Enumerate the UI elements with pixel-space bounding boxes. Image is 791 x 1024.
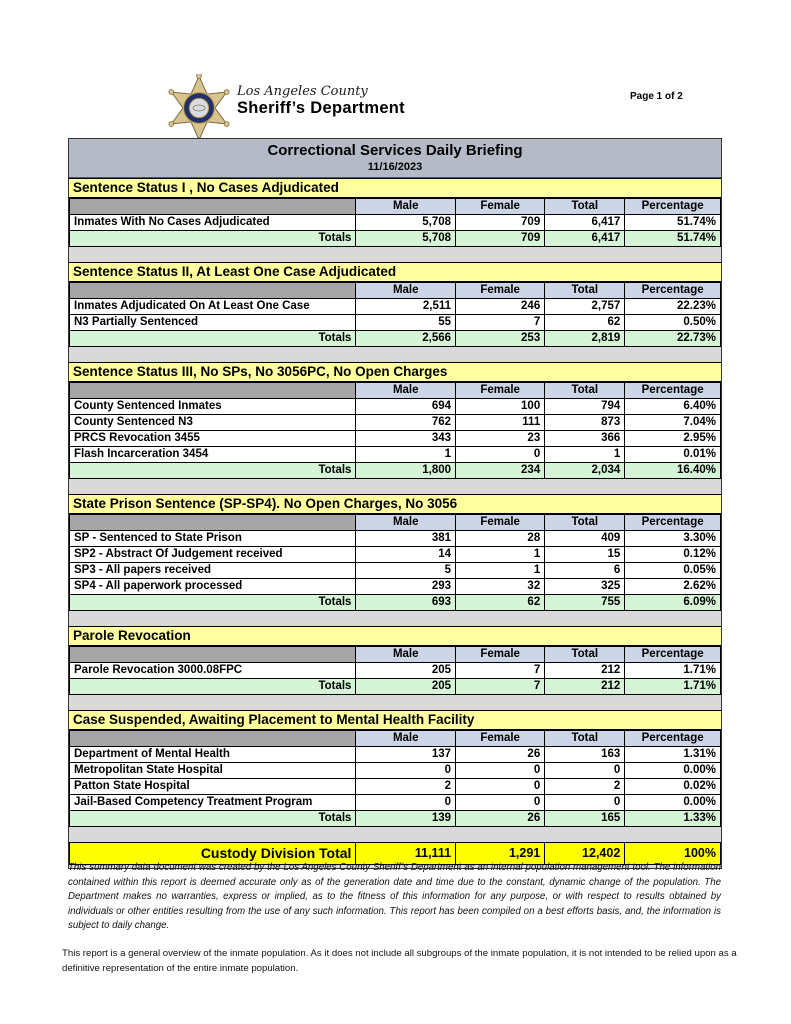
totals-value: 165 <box>545 811 625 827</box>
row-value: 137 <box>356 747 456 763</box>
grand-total-male: 11,111 <box>356 843 456 865</box>
table-row <box>70 531 721 547</box>
table-row <box>70 779 721 795</box>
totals-value: 6.09% <box>625 595 721 611</box>
totals-row <box>70 231 721 247</box>
row-value: 0.50% <box>625 315 721 331</box>
column-header-percentage: Percentage <box>625 383 721 399</box>
totals-row <box>70 811 721 827</box>
totals-value: 693 <box>356 595 456 611</box>
report-title-bar <box>69 139 721 178</box>
column-header-male: Male <box>356 383 456 399</box>
column-header-female: Female <box>456 731 545 747</box>
row-value: 2.95% <box>625 431 721 447</box>
totals-value: 51.74% <box>625 231 721 247</box>
totals-value: 709 <box>456 231 545 247</box>
row-label: SP4 - All paperwork processed <box>70 579 356 595</box>
section-title: Parole Revocation <box>69 626 721 646</box>
column-header-female: Female <box>456 647 545 663</box>
section-title: State Prison Sentence (SP-SP4). No Open Charges, No 3056 <box>69 494 721 514</box>
column-header-total: Total <box>545 731 625 747</box>
column-header-row <box>70 283 721 299</box>
column-header-female: Female <box>456 383 545 399</box>
row-label: N3 Partially Sentenced <box>70 315 356 331</box>
table-row <box>70 763 721 779</box>
row-value: 163 <box>545 747 625 763</box>
totals-value: 205 <box>356 679 456 695</box>
row-value: 0 <box>545 763 625 779</box>
row-label: Flash Incarceration 3454 <box>70 447 356 463</box>
totals-value: 2,819 <box>545 331 625 347</box>
row-value: 2,757 <box>545 299 625 315</box>
column-header-percentage: Percentage <box>625 199 721 215</box>
row-value: 6 <box>545 563 625 579</box>
report-title: Correctional Services Daily Briefing <box>267 142 523 159</box>
row-value: 5,708 <box>356 215 456 231</box>
row-value: 0.00% <box>625 795 721 811</box>
column-header-row <box>70 199 721 215</box>
totals-value: 253 <box>456 331 545 347</box>
row-value: 14 <box>356 547 456 563</box>
row-value: 111 <box>456 415 545 431</box>
row-value: 343 <box>356 431 456 447</box>
row-value: 0 <box>545 795 625 811</box>
column-header-total: Total <box>545 647 625 663</box>
row-value: 100 <box>456 399 545 415</box>
row-value: 2,511 <box>356 299 456 315</box>
totals-row <box>70 463 721 479</box>
totals-label: Totals <box>70 679 356 695</box>
row-label: Department of Mental Health <box>70 747 356 763</box>
table-row <box>70 563 721 579</box>
daily-briefing-report <box>68 138 722 869</box>
totals-value: 2,566 <box>356 331 456 347</box>
totals-value: 139 <box>356 811 456 827</box>
totals-value: 1,800 <box>356 463 456 479</box>
row-value: 205 <box>356 663 456 679</box>
row-value: 22.23% <box>625 299 721 315</box>
table-row <box>70 579 721 595</box>
row-label: SP2 - Abstract Of Judgement received <box>70 547 356 563</box>
grand-total-total: 12,402 <box>545 843 625 865</box>
section-table <box>69 382 721 479</box>
row-value: 409 <box>545 531 625 547</box>
row-value: 1 <box>545 447 625 463</box>
row-value: 1.31% <box>625 747 721 763</box>
row-label: Patton State Hospital <box>70 779 356 795</box>
column-header-female: Female <box>456 515 545 531</box>
totals-label: Totals <box>70 595 356 611</box>
section-sentence-status-2 <box>69 262 721 347</box>
row-value: 212 <box>545 663 625 679</box>
header-spacer-cell <box>70 515 356 531</box>
row-value: 15 <box>545 547 625 563</box>
row-value: 381 <box>356 531 456 547</box>
totals-value: 1.33% <box>625 811 721 827</box>
row-value: 55 <box>356 315 456 331</box>
totals-label: Totals <box>70 331 356 347</box>
agency-county-label: Los Angeles County <box>237 84 368 99</box>
row-value: 293 <box>356 579 456 595</box>
column-header-row <box>70 383 721 399</box>
header-spacer-cell <box>70 199 356 215</box>
header-spacer-cell <box>70 383 356 399</box>
section-sentence-status-3 <box>69 362 721 479</box>
row-label: County Sentenced N3 <box>70 415 356 431</box>
agency-name-block <box>237 84 405 118</box>
row-value: 7.04% <box>625 415 721 431</box>
row-label: County Sentenced Inmates <box>70 399 356 415</box>
table-row <box>70 399 721 415</box>
row-value: 0 <box>456 763 545 779</box>
row-label: Metropolitan State Hospital <box>70 763 356 779</box>
column-header-male: Male <box>356 515 456 531</box>
section-table <box>69 646 721 695</box>
column-header-male: Male <box>356 731 456 747</box>
row-value: 23 <box>456 431 545 447</box>
header-spacer-cell <box>70 731 356 747</box>
row-value: 762 <box>356 415 456 431</box>
row-value: 0 <box>356 763 456 779</box>
section-table <box>69 514 721 611</box>
table-row <box>70 431 721 447</box>
column-header-female: Female <box>456 199 545 215</box>
section-title: Sentence Status II, At Least One Case Adjudicated <box>69 262 721 282</box>
totals-row <box>70 679 721 695</box>
row-value: 2 <box>545 779 625 795</box>
column-header-male: Male <box>356 283 456 299</box>
column-header-row <box>70 647 721 663</box>
table-row <box>70 547 721 563</box>
totals-row <box>70 331 721 347</box>
row-value: 0 <box>456 447 545 463</box>
grand-total-percentage: 100% <box>625 843 721 865</box>
row-value: 0.12% <box>625 547 721 563</box>
column-header-row <box>70 515 721 531</box>
row-value: 0 <box>456 795 545 811</box>
totals-value: 2,034 <box>545 463 625 479</box>
row-label: Inmates With No Cases Adjudicated <box>70 215 356 231</box>
totals-label: Totals <box>70 463 356 479</box>
row-label: SP3 - All papers received <box>70 563 356 579</box>
section-table <box>69 282 721 347</box>
table-row <box>70 415 721 431</box>
row-value: 325 <box>545 579 625 595</box>
row-value: 873 <box>545 415 625 431</box>
section-table <box>69 730 721 827</box>
row-value: 2 <box>356 779 456 795</box>
header-spacer-cell <box>70 283 356 299</box>
totals-value: 755 <box>545 595 625 611</box>
column-header-total: Total <box>545 283 625 299</box>
row-label: PRCS Revocation 3455 <box>70 431 356 447</box>
table-row <box>70 747 721 763</box>
page-number-label: Page 1 of 2 <box>630 91 683 102</box>
table-row <box>70 215 721 231</box>
row-value: 2.62% <box>625 579 721 595</box>
totals-value: 7 <box>456 679 545 695</box>
row-value: 366 <box>545 431 625 447</box>
row-value: 28 <box>456 531 545 547</box>
report-date: 11/16/2023 <box>367 161 423 173</box>
totals-value: 26 <box>456 811 545 827</box>
agency-department-label: Sheriff’s Department <box>237 99 405 117</box>
row-label: Parole Revocation 3000.08FPC <box>70 663 356 679</box>
section-table <box>69 198 721 247</box>
row-value: 5 <box>356 563 456 579</box>
totals-value: 6,417 <box>545 231 625 247</box>
table-row <box>70 447 721 463</box>
column-header-male: Male <box>356 647 456 663</box>
row-value: 1 <box>356 447 456 463</box>
row-value: 51.74% <box>625 215 721 231</box>
column-header-total: Total <box>545 199 625 215</box>
row-label: SP - Sentenced to State Prison <box>70 531 356 547</box>
row-value: 0.05% <box>625 563 721 579</box>
row-value: 26 <box>456 747 545 763</box>
overview-note: This report is a general overview of the inmate population. As it does not include all subgroups of the inmate population, it is not intended to be relied upon as a definitive representation of the entire inmate population. <box>62 948 737 974</box>
disclaimer-paragraph: This summary data document was created by the Los Angeles County Sheriff’s Department as an internal population management tool. The information contained within this report is deemed accurate only as of the generation date and time due to the constant, dynamic change of the population. The Department makes no warranties, express or implied, as to the fitness of this information for any purpose, or with respect to results obtained by individuals or other entities resulting from the use of any such information. This report has been compiled on a best efforts basis, and, the information is subject to daily change. <box>68 862 721 931</box>
row-value: 0 <box>456 779 545 795</box>
row-value: 246 <box>456 299 545 315</box>
row-value: 0.02% <box>625 779 721 795</box>
row-value: 709 <box>456 215 545 231</box>
column-header-total: Total <box>545 383 625 399</box>
column-header-percentage: Percentage <box>625 283 721 299</box>
header-spacer-cell <box>70 647 356 663</box>
grand-total-label: Custody Division Total <box>70 843 356 865</box>
row-value: 0.01% <box>625 447 721 463</box>
row-value: 7 <box>456 315 545 331</box>
section-parole-revocation <box>69 626 721 695</box>
table-row <box>70 299 721 315</box>
column-header-total: Total <box>545 515 625 531</box>
row-value: 794 <box>545 399 625 415</box>
row-value: 694 <box>356 399 456 415</box>
row-value: 1 <box>456 547 545 563</box>
section-title: Case Suspended, Awaiting Placement to Mental Health Facility <box>69 710 721 730</box>
totals-value: 16.40% <box>625 463 721 479</box>
totals-value: 212 <box>545 679 625 695</box>
column-header-percentage: Percentage <box>625 647 721 663</box>
totals-value: 22.73% <box>625 331 721 347</box>
totals-value: 1.71% <box>625 679 721 695</box>
column-header-male: Male <box>356 199 456 215</box>
section-title: Sentence Status I , No Cases Adjudicated <box>69 178 721 198</box>
column-header-female: Female <box>456 283 545 299</box>
row-label: Inmates Adjudicated On At Least One Case <box>70 299 356 315</box>
row-value: 0.00% <box>625 763 721 779</box>
row-value: 32 <box>456 579 545 595</box>
totals-value: 62 <box>456 595 545 611</box>
section-sentence-status-1 <box>69 178 721 247</box>
table-row <box>70 315 721 331</box>
totals-value: 5,708 <box>356 231 456 247</box>
row-value: 1 <box>456 563 545 579</box>
grand-total-female: 1,291 <box>456 843 545 865</box>
row-value: 6.40% <box>625 399 721 415</box>
column-header-percentage: Percentage <box>625 515 721 531</box>
table-row <box>70 663 721 679</box>
section-state-prison-sentence <box>69 494 721 611</box>
row-value: 0 <box>356 795 456 811</box>
row-value: 3.30% <box>625 531 721 547</box>
row-value: 1.71% <box>625 663 721 679</box>
table-row <box>70 795 721 811</box>
la-county-sheriff-star-badge-icon <box>164 74 234 148</box>
totals-row <box>70 595 721 611</box>
row-value: 6,417 <box>545 215 625 231</box>
column-header-row <box>70 731 721 747</box>
column-header-percentage: Percentage <box>625 731 721 747</box>
totals-value: 234 <box>456 463 545 479</box>
row-value: 62 <box>545 315 625 331</box>
row-label: Jail-Based Competency Treatment Program <box>70 795 356 811</box>
section-case-suspended-mental-health <box>69 710 721 827</box>
totals-label: Totals <box>70 811 356 827</box>
row-value: 7 <box>456 663 545 679</box>
totals-label: Totals <box>70 231 356 247</box>
section-title: Sentence Status III, No SPs, No 3056PC, No Open Charges <box>69 362 721 382</box>
